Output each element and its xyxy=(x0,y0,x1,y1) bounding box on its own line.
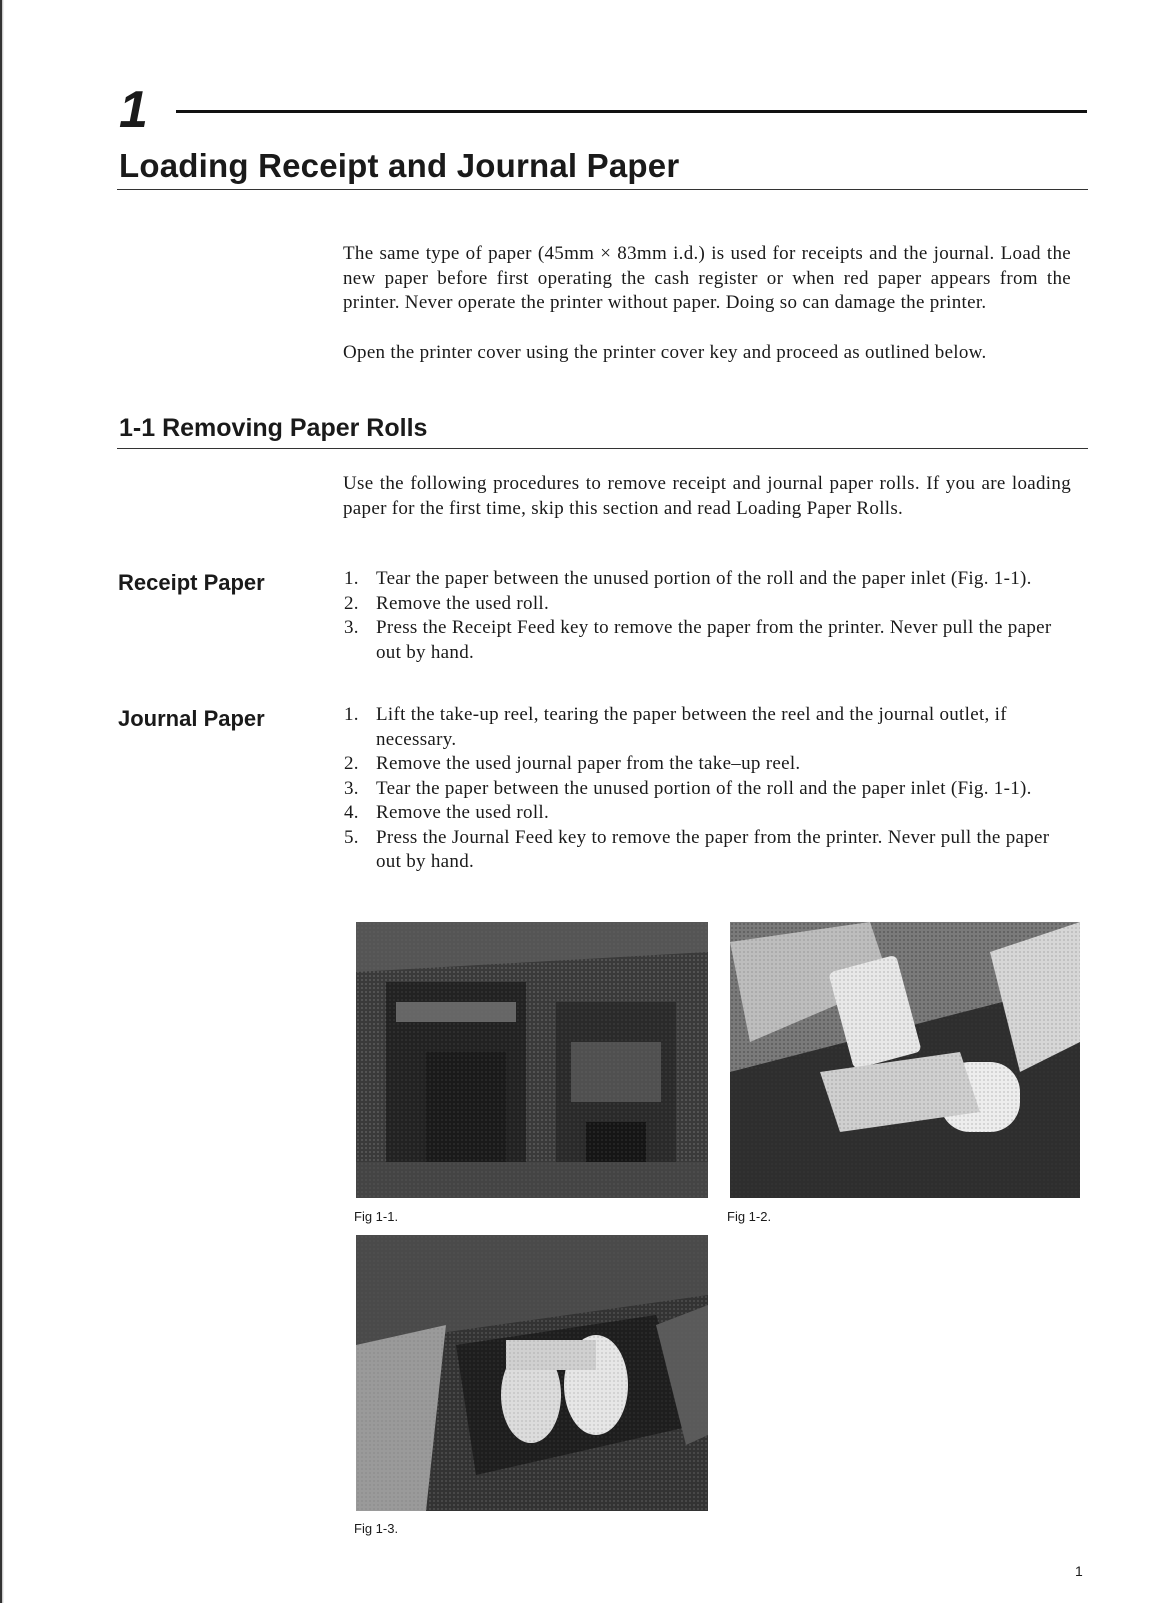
step-number: 2. xyxy=(344,753,359,774)
step-text: Remove the used roll. xyxy=(376,802,550,823)
chapter-number: 1 xyxy=(119,81,148,139)
journal-paper-label: Journal Paper xyxy=(118,706,265,731)
step-number: 1. xyxy=(344,568,359,589)
page-number: 1 xyxy=(1075,1563,1083,1579)
step-text: Press the Journal Feed key to remove the paper from the printer. Never pull the paper out by hand. xyxy=(376,826,1050,872)
step-text: Lift the take-up reel, tearing the paper between the reel and the journal outlet, if necessary. xyxy=(376,704,1007,750)
chapter-title: Loading Receipt and Journal Paper xyxy=(119,147,680,184)
figure-1-1-photo xyxy=(356,922,708,1198)
step-text: Tear the paper between the unused portion of the roll and the paper inlet (Fig. 1-1). xyxy=(376,777,1032,799)
step-number: 3. xyxy=(344,777,359,799)
list-item xyxy=(344,752,1072,777)
step-number: 3. xyxy=(344,617,359,638)
step-text: Remove the used roll. xyxy=(376,592,550,614)
figure-1-3-photo xyxy=(356,1235,708,1511)
list-item xyxy=(344,801,1072,826)
journal-paper-steps xyxy=(344,703,1072,875)
list-item xyxy=(344,703,1072,752)
step-number: 2. xyxy=(344,592,359,614)
list-item xyxy=(344,826,1072,875)
step-number: 1. xyxy=(344,704,359,725)
list-item xyxy=(344,567,1072,592)
list-item xyxy=(344,592,1072,617)
step-text: Press the Receipt Feed key to remove the paper from the printer. Never pull the paper out by hand. xyxy=(376,617,1052,663)
step-number: 5. xyxy=(344,826,359,848)
step-number: 4. xyxy=(344,802,359,823)
page-binding-edge xyxy=(0,0,4,1603)
intro-paragraph-1: The same type of paper (45mm × 83mm i.d.) is used for receipts and the journal. Load the new paper before first operating the cash register or when red paper appears from the printer. Never operate the printer without paper. Doing so can damage the printer. xyxy=(343,243,1071,313)
figure-1-3-caption: Fig 1-3. xyxy=(354,1521,399,1536)
section-title: 1-1 Removing Paper Rolls xyxy=(119,414,428,442)
step-text: Tear the paper between the unused portion of the roll and the paper inlet (Fig. 1-1). xyxy=(376,568,1032,589)
title-underline xyxy=(117,189,1088,190)
figure-1-2-photo xyxy=(730,922,1080,1198)
receipt-paper-label: Receipt Paper xyxy=(118,570,265,595)
section-intro: Use the following procedures to remove receipt and journal paper rolls. If you are loading paper for the first time, skip this section and read Loading Paper Rolls. xyxy=(343,473,1071,519)
figure-1-1-caption: Fig 1-1. xyxy=(354,1209,399,1224)
section-underline xyxy=(117,448,1088,449)
intro-paragraph-2: Open the printer cover using the printer cover key and proceed as outlined below. xyxy=(343,342,987,363)
list-item xyxy=(344,777,1072,802)
receipt-paper-steps xyxy=(344,567,1072,665)
list-item xyxy=(344,616,1072,665)
chapter-rule xyxy=(176,110,1087,113)
figure-1-2-caption: Fig 1-2. xyxy=(727,1209,772,1224)
step-text: Remove the used journal paper from the take–up reel. xyxy=(376,753,801,774)
